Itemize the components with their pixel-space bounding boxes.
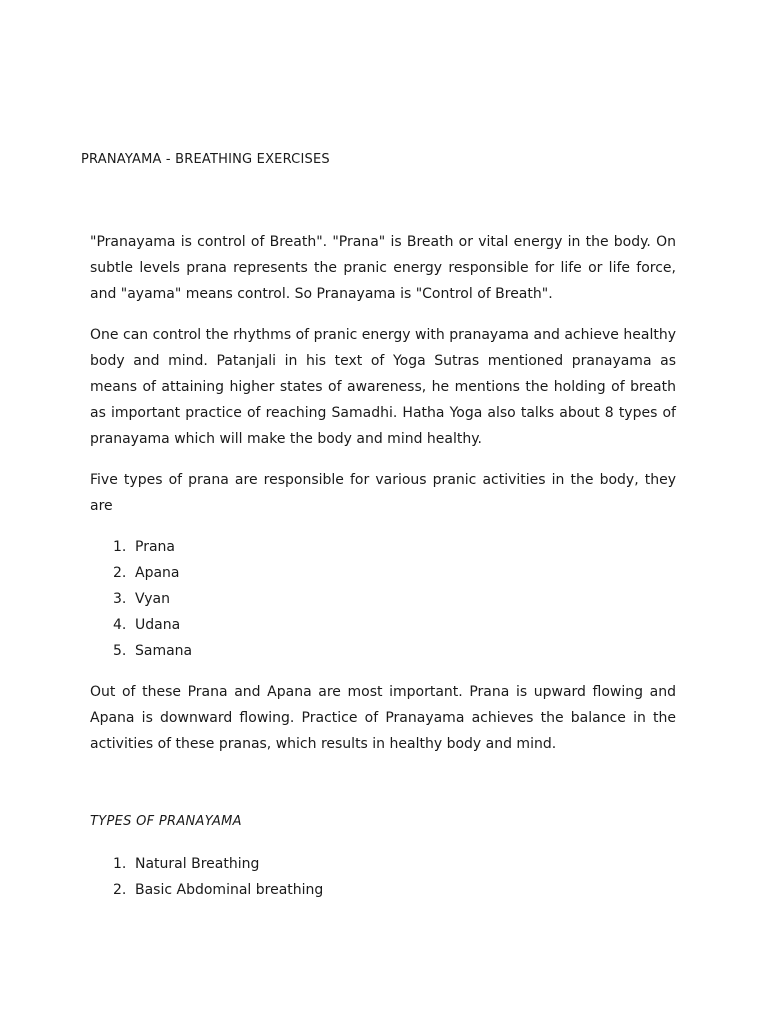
list-item-label: Natural Breathing [135, 856, 260, 872]
document-title: PRANAYAMA - BREATHING EXERCISES [81, 152, 330, 167]
list-item [90, 877, 676, 903]
list-number: 1. [113, 539, 127, 555]
list-item-label: Prana [135, 539, 175, 555]
section-title: TYPES OF PRANAYAMA [90, 814, 242, 829]
list-item [90, 638, 676, 664]
list-item [90, 851, 676, 877]
list-item-label: Basic Abdominal breathing [135, 882, 324, 898]
list-number: 3. [113, 591, 127, 607]
paragraph-intro: "Pranayama is control of Breath". "Prana" is Breath or vital energy in the body. On subtle levels prana represents the pranic energy responsible for life or life force, and "ayama" means control. So Pranayama is "Control of Breath". [90, 234, 676, 302]
list-item-label: Udana [135, 617, 181, 633]
list-number: 1. [113, 856, 127, 872]
list-item [90, 560, 676, 586]
list-item-label: Apana [135, 565, 180, 581]
types-list [90, 851, 676, 903]
paragraph-five-types: Five types of prana are responsible for various pranic activities in the body, they are [90, 472, 676, 514]
document-body [90, 229, 676, 918]
prana-list [90, 534, 676, 664]
list-number: 5. [113, 643, 127, 659]
list-item [90, 586, 676, 612]
list-number: 4. [113, 617, 127, 633]
paragraph-patanjali: One can control the rhythms of pranic energy with pranayama and achieve healthy body and mind. Patanjali in his text of Yoga Sutras mentioned pranayama as means of attaining higher states of awareness, he mentions the holding of breath as important practice of reaching Samadhi. Hatha Yoga also talks about 8 types of pranayama which will make the body and mind healthy. [90, 327, 676, 447]
paragraph-closing: Out of these Prana and Apana are most important. Prana is upward flowing and Apana is downward flowing. Practice of Pranayama achieves the balance in the activities of these pranas, which results in healthy body and mind. [90, 684, 676, 752]
list-item-label: Samana [135, 643, 193, 659]
list-number: 2. [113, 565, 127, 581]
list-item [90, 612, 676, 638]
list-number: 2. [113, 882, 127, 898]
list-item-label: Vyan [135, 591, 170, 607]
list-item [90, 534, 676, 560]
